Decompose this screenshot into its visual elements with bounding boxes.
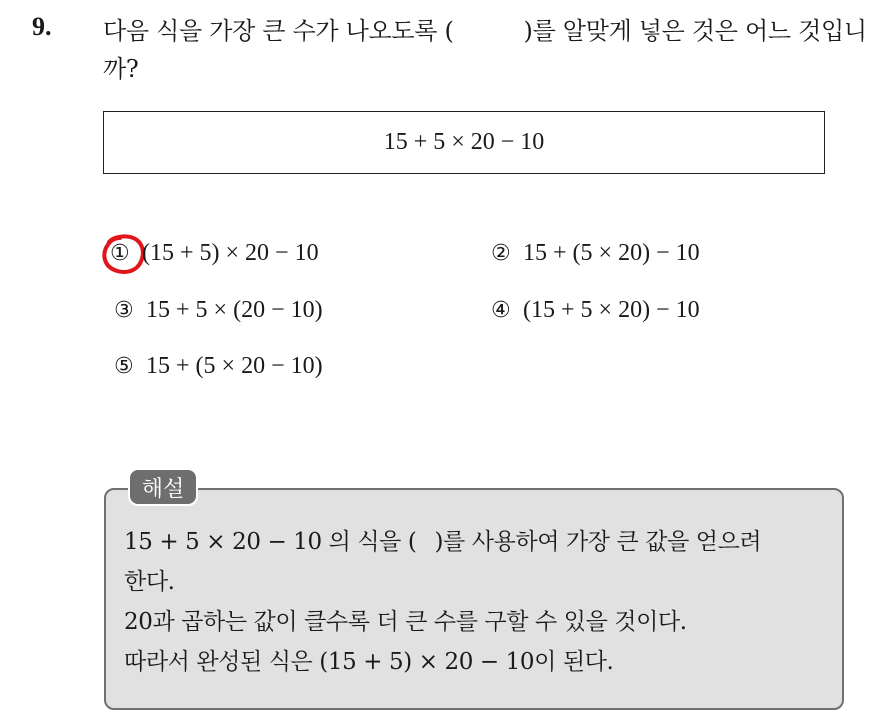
choice-1-expression: (15 + 5) × 20 − 10 — [142, 240, 319, 266]
expression-box — [103, 111, 825, 174]
choice-4-number: ④ — [491, 298, 511, 323]
choice-5[interactable] — [114, 353, 323, 380]
explanation-tag: 해설 — [128, 468, 198, 506]
choice-1-number: ① — [110, 241, 130, 266]
explanation-line-3: 20과 곱하는 값이 클수록 더 큰 수를 구할 수 있을 것이다. — [124, 609, 687, 635]
choice-2-number: ② — [491, 241, 511, 266]
choice-4-expression: (15 + 5 × 20) − 10 — [523, 297, 700, 323]
question-text-start: 다음 식을 가장 큰 수가 나오도록 ( — [103, 17, 454, 45]
choice-3[interactable] — [114, 297, 323, 324]
choice-5-expression: 15 + (5 × 20 − 10) — [146, 353, 323, 379]
explanation-line-4: 따라서 완성된 식은 (15 + 5) × 20 − 10이 된다. — [124, 649, 614, 675]
choice-3-expression: 15 + 5 × (20 − 10) — [146, 297, 323, 323]
choice-4[interactable] — [491, 297, 700, 324]
explanation-line-1-end: )를 사용하여 가장 큰 값을 얻으려 — [434, 529, 762, 555]
choice-5-number: ⑤ — [114, 354, 134, 379]
explanation-line-2: 한다. — [124, 569, 175, 595]
choice-1[interactable] — [110, 240, 319, 267]
question-text — [103, 12, 873, 88]
explanation-text — [124, 522, 836, 682]
choice-3-number: ③ — [114, 298, 134, 323]
explanation-line-1 — [124, 522, 836, 562]
question-text-end: )를 알맞게 넣은 것은 어느 것입니까? — [103, 17, 867, 83]
choice-2-expression: 15 + (5 × 20) − 10 — [523, 240, 700, 266]
question-number: 9. — [32, 12, 52, 41]
expression-text: 15 + 5 × 20 − 10 — [383, 129, 545, 155]
choice-2[interactable] — [491, 240, 700, 267]
explanation-line-1-start: 15 + 5 × 20 − 10 의 식을 ( — [124, 529, 417, 555]
